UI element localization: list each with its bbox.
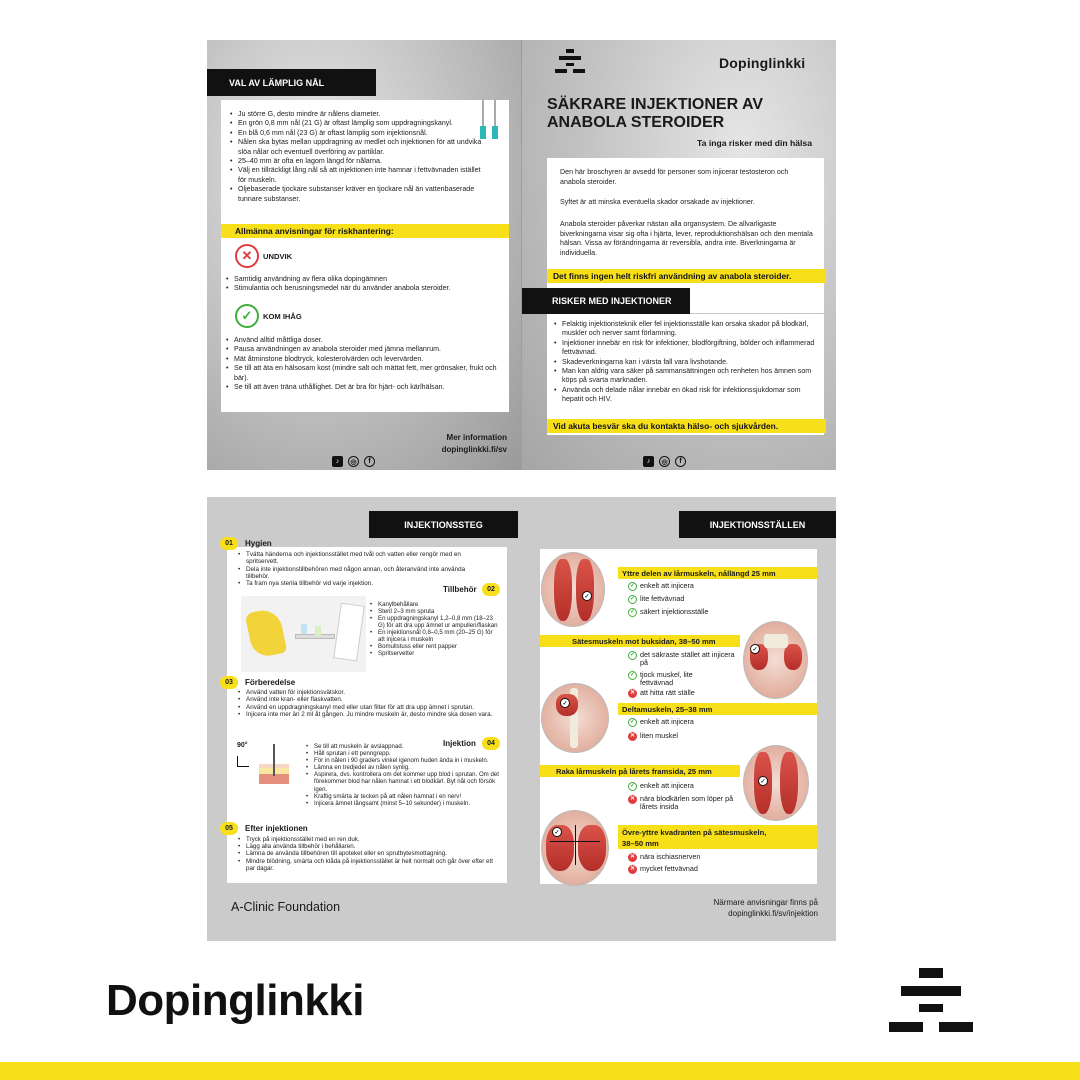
list-item: • Man kan aldrig vara säker på sammansättningen och renheten hos ämnen som köps på svarta marknaden. (553, 367, 817, 386)
check-icon: ✓ (629, 783, 636, 790)
steps-heading: INJEKTIONSSTEG (369, 511, 518, 538)
list-item: • Se till att äta en hälsosam kost (mindre salt och mättat fett, mer grönsaker, frukt och bär). (225, 364, 503, 383)
list-item: • En uppdragningskanyl 1,2–0,8 mm (18–23 G) för att dra upp ämnet ur ampullen/flaskan (369, 615, 499, 629)
needle-shape (273, 744, 275, 776)
list-item: • Se till att muskeln är avslappnad. (305, 743, 499, 750)
site-con: ✕ mycket fettvävnad (629, 864, 698, 873)
avoid-label: UNDVIK (263, 252, 293, 261)
site-pro: ✓ enkelt att injicera (629, 581, 694, 590)
step-title: Hygien (245, 539, 272, 548)
site-pro: ✓ enkelt att injicera (629, 717, 694, 726)
cross-icon: ✕ (629, 733, 636, 740)
more-info-link[interactable]: dopinglinkki.fi/sv (441, 445, 507, 454)
site-con: ✕ liten muskel (629, 731, 678, 740)
list-item: • En blå 0,6 mm nål (23 G) är oftast lämplig som injektionsnål. (229, 129, 487, 138)
fold-line (521, 40, 522, 470)
list-item: • Använd alltid måttliga doser. (225, 336, 503, 345)
tiktok-icon[interactable]: ♪ (643, 456, 654, 467)
list-item: • 25–40 mm är ofta en lagom längd för nålarna. (229, 157, 487, 166)
list-item: • Använd vatten för injektionsvätskor. (237, 689, 495, 696)
gluteal-ventral-image (743, 621, 808, 699)
gluteal-dorsal-image (541, 810, 609, 886)
step-title: Tillbehör (443, 585, 477, 594)
title-line-2: ANABOLA STEROIDER (547, 114, 725, 131)
needle-heading: VAL AV LÄMPLIG NÅL (207, 69, 376, 96)
site-pro: ✓ tjock muskel, lite fettvävnad (629, 670, 693, 688)
list-item: • Använd inte kran- eller flaskvatten. (237, 696, 495, 703)
vial-shape (315, 626, 321, 636)
list-item: • Se till att även träna uthållighet. Det är bra för hjärt- och kärlhälsan. (225, 383, 503, 392)
list-item: • Stimulantia och berusningsmedel när du använder anabola steroider. (225, 284, 503, 293)
supplies-photo (241, 596, 366, 672)
remember-label: KOM IHÅG (263, 312, 302, 321)
list-item: • Felaktig injektionsteknik eller fel injektionsställe kan orsaka skador på blodkärl, muskler och nerver samt förlamning. (553, 320, 817, 339)
site-con: ✕ nära ischiasnerven (629, 852, 701, 861)
risks-heading: RISKER MED INJEKTIONER (522, 288, 690, 314)
facebook-icon[interactable]: f (675, 456, 686, 467)
list-item: • För in nålen i 90 graders vinkel igenom huden ända in i muskeln. (305, 757, 499, 764)
avoid-icon: ✕ (235, 244, 259, 268)
title-line-1: SÄKRARE INJEKTIONER AV (547, 96, 764, 113)
step-number: 04 (482, 737, 500, 750)
step-number: 01 (220, 537, 238, 550)
step-list (237, 689, 495, 718)
brand-name: Dopinglinkki (719, 55, 806, 71)
step-list (237, 551, 475, 587)
social-icons-left (332, 456, 375, 467)
list-item: • Håll sprutan i ett penngrepp. (305, 750, 499, 757)
site-pro: ✓ lite fettvävnad (629, 594, 685, 603)
list-item: • Välj en tillräckligt lång nål så att injektionen inte hamnar i fettvävnaden istället för muskeln. (229, 166, 487, 185)
list-item: • Lämna en tredjedel av nålen synlig. (305, 764, 499, 771)
angle-line (237, 766, 249, 767)
angle-label: 90° (237, 742, 248, 749)
list-item: • Pausa användningen av anabola steroider med jämna mellanrum. (225, 345, 503, 354)
general-guidelines-bar: Allmänna anvisningar för riskhantering: (221, 224, 509, 238)
list-item: • Samtidig användning av flera olika dopingämnen (225, 275, 503, 284)
remember-icon: ✓ (235, 304, 259, 328)
cross-icon: ✕ (629, 796, 636, 803)
footer-accent-bar (0, 1062, 1080, 1080)
list-item: • Kraftig smärta är tecken på att nålen hamnat i en nerv! (305, 793, 499, 800)
social-icons-right (643, 456, 686, 467)
cross-icon: ✕ (629, 854, 636, 861)
step-number: 05 (220, 822, 238, 835)
site-pro: ✓ säkert injektionsställe (629, 607, 709, 616)
intro-paragraph-2: Syftet är att minska eventuella skador orsakade av injektioner. (560, 198, 755, 206)
foundation-name: A-Clinic Foundation (231, 900, 341, 914)
list-item: • Dela inte injektionstillbehören med någon annan, och återanvänd inte använda tillbehör. (237, 566, 475, 581)
list-item: • En grön 0,8 mm nål (21 G) är oftast lämplig som uppdragningskanyl. (229, 119, 487, 128)
tiktok-icon[interactable]: ♪ (332, 456, 343, 467)
no-risk-free-bar: Det finns ingen helt riskfri användning av anabola steroider. (547, 269, 826, 283)
list-item: • Skadeverkningarna kan i värsta fall vara livshotande. (553, 358, 817, 367)
check-icon: ✓ (552, 827, 562, 837)
step-number: 02 (482, 583, 500, 596)
wipe-shape (333, 603, 365, 662)
list-item: • En injektionsnål 0,8–0,5 mm (20–25 G) för att injicera i muskeln (369, 629, 499, 643)
list-item: • Oljebaserade tjockare substanser kräver en tjockare nål än vattenbaserade tunnare substanser. (229, 185, 487, 204)
deltoid-image (541, 683, 609, 753)
site-pro: ✓ det säkraste stället att injicera på (629, 650, 735, 668)
intro-paragraph-1: Den här broschyren är avsedd för personer som injicerar testosteron och anabola steroider. (560, 168, 789, 186)
intro-paragraph-3: Anabola steroider påverkar nästan alla organsystem. De allvarligaste biverkningarna visar sig ofta i hjärta, lever, reproduktionshälsan och den mentala hälsan. Vissa av förändringarna är reversibla, andra inte. Biverkningarna är individuella. (560, 220, 813, 257)
step-number: 03 (220, 676, 238, 689)
list-item: • Mindre blödning, smärta och klåda på injektionsstället är helt normalt och går över efter ett par dagar. (237, 858, 499, 872)
step-list (369, 601, 499, 657)
check-icon: ✓ (560, 698, 570, 708)
check-icon: ✓ (629, 652, 636, 659)
injection-diagram (237, 742, 297, 792)
list-item: • Använd en uppdragningskanyl med eller utan filter för att dra upp ämnet i sprutan. (237, 704, 495, 711)
brochure-title (547, 96, 763, 132)
list-item: • Ta fram nya sterila tillbehör vid varje injektion. (237, 580, 475, 587)
risks-list (553, 320, 817, 405)
instagram-icon[interactable]: ◎ (659, 456, 670, 467)
needle-list (229, 110, 487, 204)
remember-list (225, 336, 503, 392)
brochure-front-spread (207, 40, 836, 470)
footer-brand: Dopinglinkki (106, 976, 364, 1025)
vial-shape (301, 624, 307, 634)
angle-line (237, 756, 238, 766)
check-icon: ✓ (629, 672, 636, 679)
list-item: • Injektioner innebär en risk för infektioner, blodförgiftning, bölder och inflammerad fettvävnad. (553, 339, 817, 358)
instagram-icon[interactable]: ◎ (348, 456, 359, 467)
list-item: • Mät åtminstone blodtryck, kolesterolvärden och levervärden. (225, 355, 503, 364)
brochure-back-spread (207, 497, 836, 941)
cross-icon: ✕ (629, 690, 636, 697)
thigh-outer-image (541, 552, 605, 627)
check-icon: ✓ (582, 591, 592, 601)
step-list (237, 836, 499, 872)
sites-more-info: Närmare anvisningar finns på dopinglinkki.fi/sv/injektion (713, 898, 818, 918)
site-title: Yttre delen av lårmuskeln, nållängd 25 mm (618, 567, 817, 579)
list-item: • Lämna de använda tillbehören till apoteket eller en sprutbytesmottagning. (237, 850, 499, 857)
check-icon: ✓ (629, 583, 636, 590)
site-con: ✕ att hitta rätt ställe (629, 688, 695, 697)
container-shape (245, 607, 288, 659)
list-item: • Bomullstuss eller rent papper (369, 643, 499, 650)
check-icon: ✓ (629, 609, 636, 616)
list-item: • Kanylbehållare (369, 601, 499, 608)
check-icon: ✓ (629, 596, 636, 603)
site-con: ✕ nära blodkärlen som löper på lårets insida (629, 794, 734, 812)
list-item: • Injicera inte mer än 2 ml åt gången. Ju mindre muskeln är, desto mindre ska dosen vara. (237, 711, 495, 718)
risks-panel (547, 314, 824, 435)
more-info-label: Mer information (446, 433, 507, 442)
list-item: • Använda och delade nålar innebär en ökad risk för infektionssjukdomar som hepatit och HIV. (553, 386, 817, 405)
site-title: Sätesmuskeln mot buksidan, 38–50 mm (540, 635, 740, 647)
list-item: • Spritservetter (369, 650, 499, 657)
cross-icon: ✕ (629, 866, 636, 873)
site-pro: ✓ enkelt att injicera (629, 781, 694, 790)
list-item: • Nålen ska bytas mellan uppdragning av medlet och injektionen för att undvika slöa nålar och eventuell överföring av partiklar. (229, 138, 487, 157)
step-title: Efter injektionen (245, 824, 308, 833)
site-title: Raka lårmuskeln på lårets framsida, 25 mm (540, 765, 740, 777)
list-item: • Lägg alla använda tillbehör i behållaren. (237, 843, 499, 850)
check-icon: ✓ (758, 776, 768, 786)
check-icon: ✓ (750, 644, 760, 654)
list-item: • Injicera ämnet långsamt (minst 5–10 sekunder) i muskeln. (305, 800, 499, 807)
list-item: • Steril 2–3 mm spruta (369, 608, 499, 615)
check-icon: ✓ (629, 719, 636, 726)
more-info (442, 432, 507, 456)
sites-heading: INJEKTIONSSTÄLLEN (679, 511, 836, 538)
site-title: Deltamuskeln, 25–38 mm (618, 703, 817, 715)
step-title: Injektion (443, 739, 476, 748)
step-list (305, 743, 499, 807)
list-item: • Ju större G, desto mindre är nålens diameter. (229, 110, 487, 119)
list-item: • Tryck på injektionsstället med en ren duk. (237, 836, 499, 843)
acute-care-bar: Vid akuta besvär ska du kontakta hälso- och sjukvården. (547, 419, 826, 433)
dopinglinkki-logo-icon (889, 968, 973, 1034)
avoid-list (225, 275, 503, 294)
site-title: Övre-yttre kvadranten på sätesmuskeln, 38–50 mm (618, 825, 817, 849)
dopinglinkki-logo-icon (555, 49, 585, 73)
needle-panel (221, 100, 509, 412)
list-item: • Tvätta händerna och injektionsstället med tvål och vatten eller rengör med en spritservett. (237, 551, 475, 566)
facebook-icon[interactable]: f (364, 456, 375, 467)
rectus-femoris-image (743, 745, 809, 821)
brochure-subtitle: Ta inga risker med din hälsa (697, 138, 812, 148)
list-item: • Aspirera, dvs. kontrollera om det kommer upp blod i sprutan. Om det förekommer blod har nålen hamnat i ett blodkärl. Byt nål och försök igen. (305, 771, 499, 792)
step-title: Förberedelse (245, 678, 296, 687)
